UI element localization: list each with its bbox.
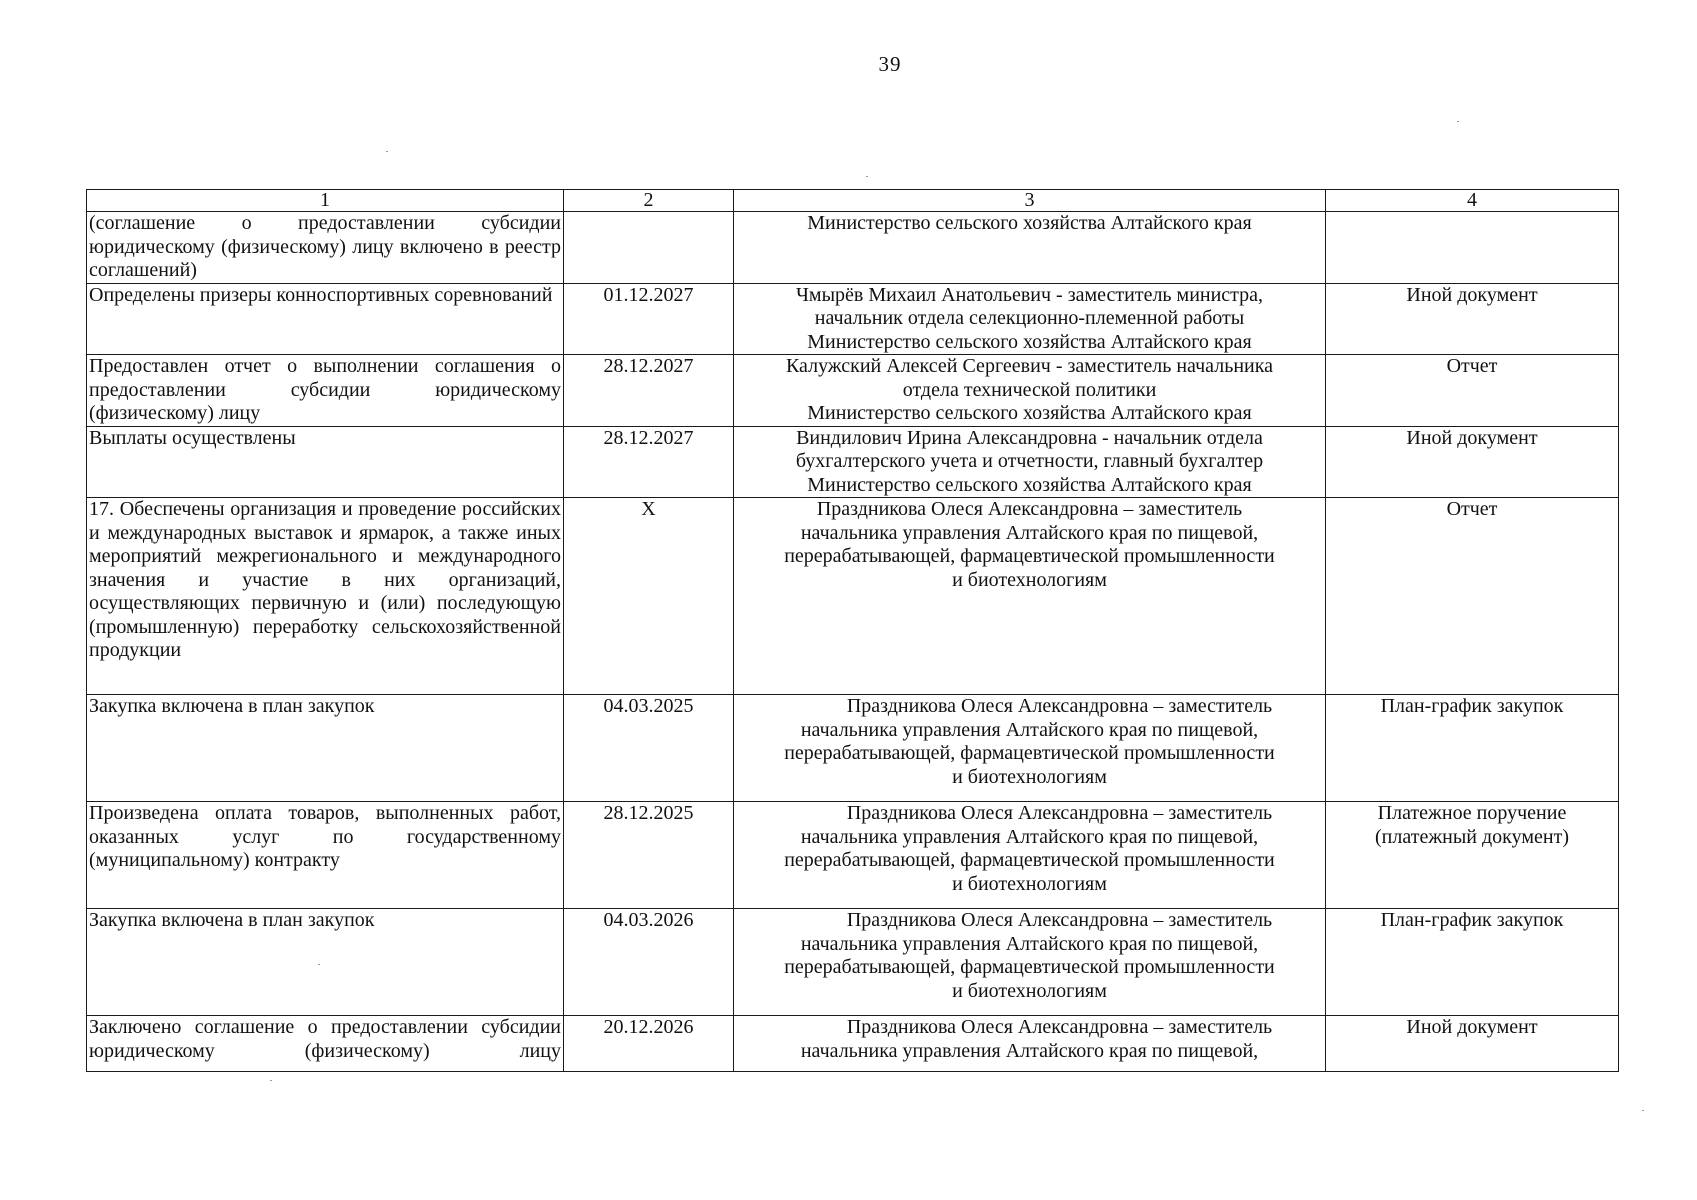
column-number: 2 [564,190,734,212]
event-date [564,212,734,284]
column-number: 4 [1326,190,1619,212]
document-type [1326,212,1619,284]
table-row [87,498,1619,695]
responsible-line: Праздникова Олеся Александровна – заместитель [846,909,1273,931]
responsible-line: начальника управления Алтайского края по пищевой, [800,825,1259,848]
responsible-person [734,426,1326,498]
responsible-line: начальника управления Алтайского края по пищевой, [800,521,1259,544]
scan-speck [866,176,868,177]
responsible-person [734,283,1326,355]
event-date: X [564,498,734,695]
event-description: (соглашение о предоставлении субсидии юридическому (физическому) лицу включено в реестр соглашений) [87,212,564,284]
event-description: Произведена оплата товаров, выполненных работ, оказанных услуг по государственному (муниципальному) контракту [87,802,564,909]
responsible-line: Праздникова Олеся Александровна – заместитель [846,802,1273,824]
event-description: Выплаты осуществлены [87,426,564,498]
responsible-line: начальника управления Алтайского края по пищевой, [800,718,1259,741]
document-type: Отчет [1326,355,1619,427]
responsible-line: Министерство сельского хозяйства Алтайского края [807,212,1252,234]
event-date: 01.12.2027 [564,283,734,355]
responsible-line: Виндилович Ирина Александровна - начальник отдела [796,426,1263,449]
table-row [87,283,1619,355]
responsible-person [734,498,1326,695]
table-row [87,1016,1619,1072]
table-row [87,909,1619,1016]
event-description: Закупка включена в план закупок [87,695,564,802]
responsible-line: отдела технической политики [902,378,1157,401]
responsible-person [734,212,1326,284]
responsible-person [734,802,1326,909]
event-description: Предоставлен отчет о выполнении соглашения о предоставлении субсидии юридическому (физическому) лицу [87,355,564,427]
responsible-line: бухгалтерского учета и отчетности, главный бухгалтер [795,450,1264,472]
event-date: 28.12.2025 [564,802,734,909]
page-number: 39 [878,52,902,76]
responsible-line: начальника управления Алтайского края по пищевой, [800,1039,1259,1062]
responsible-line: и биотехнологиям [952,568,1107,591]
scan-speck [386,151,388,152]
responsible-line: Министерство сельского хозяйства Алтайского края [807,473,1252,496]
document-type: План-график закупок [1326,909,1619,1016]
responsible-line: Министерство сельского хозяйства Алтайского края [807,402,1252,424]
event-date: 28.12.2027 [564,355,734,427]
responsible-line: перерабатывающей, фармацевтической промышленности [784,956,1275,978]
responsible-line: начальник отдела селекционно-племенной работы [814,307,1245,329]
table-row [87,695,1619,802]
scan-speck [1457,121,1459,122]
responsible-line: начальника управления Алтайского края по пищевой, [800,932,1259,955]
scan-speck [318,964,320,965]
responsible-person [734,1016,1326,1072]
column-number: 3 [734,190,1326,212]
plan-table [86,189,1619,1072]
document-type: Платежное поручение (платежный документ) [1326,802,1619,909]
responsible-line: Праздникова Олеся Александровна – заместитель [846,695,1273,717]
responsible-line: Министерство сельского хозяйства Алтайского края [807,330,1252,353]
scan-speck [1642,1110,1644,1111]
table-row [87,426,1619,498]
event-date: 20.12.2026 [564,1016,734,1072]
event-description: 17. Обеспечены организация и проведение российских и международных выставок и ярмарок, а также иных мероприятий межрегионального и международного значения и участие в них организаций, осуществляющих первичную и (или) последующую (промышленную) переработку сельскохозяйственной продукции [87,498,564,695]
document-type: Иной документ [1326,1016,1619,1072]
responsible-line: Праздникова Олеся Александровна – заместитель [816,498,1243,520]
column-number-row [87,190,1619,212]
document-type: Отчет [1326,498,1619,695]
responsible-line: перерабатывающей, фармацевтической промышленности [784,849,1275,871]
table-row [87,802,1619,909]
responsible-line: Чмырёв Михаил Анатольевич - заместитель министра, [795,283,1264,306]
event-date: 04.03.2026 [564,909,734,1016]
column-number: 1 [87,190,564,212]
responsible-line: Праздникова Олеся Александровна – заместитель [846,1016,1273,1038]
responsible-line: и биотехнологиям [952,872,1107,895]
scan-speck [270,1080,272,1081]
event-date: 28.12.2027 [564,426,734,498]
responsible-person [734,695,1326,802]
responsible-line: перерабатывающей, фармацевтической промышленности [784,545,1275,567]
event-description: Закупка включена в план закупок [87,909,564,1016]
responsible-line: перерабатывающей, фармацевтической промышленности [784,742,1275,764]
event-date: 04.03.2025 [564,695,734,802]
responsible-person [734,355,1326,427]
event-description: Определены призеры конноспортивных соревнований [87,283,564,355]
document-type: Иной документ [1326,426,1619,498]
responsible-line: Калужский Алексей Сергеевич - заместитель начальника [785,355,1274,377]
document-type: План-график закупок [1326,695,1619,802]
event-description: Заключено соглашение о предоставлении субсидии юридическому (физическому) лицу [87,1016,564,1072]
document-type: Иной документ [1326,283,1619,355]
table-row [87,212,1619,284]
table-row [87,355,1619,427]
responsible-line: и биотехнологиям [952,979,1107,1002]
responsible-line: и биотехнологиям [952,765,1107,788]
responsible-person [734,909,1326,1016]
